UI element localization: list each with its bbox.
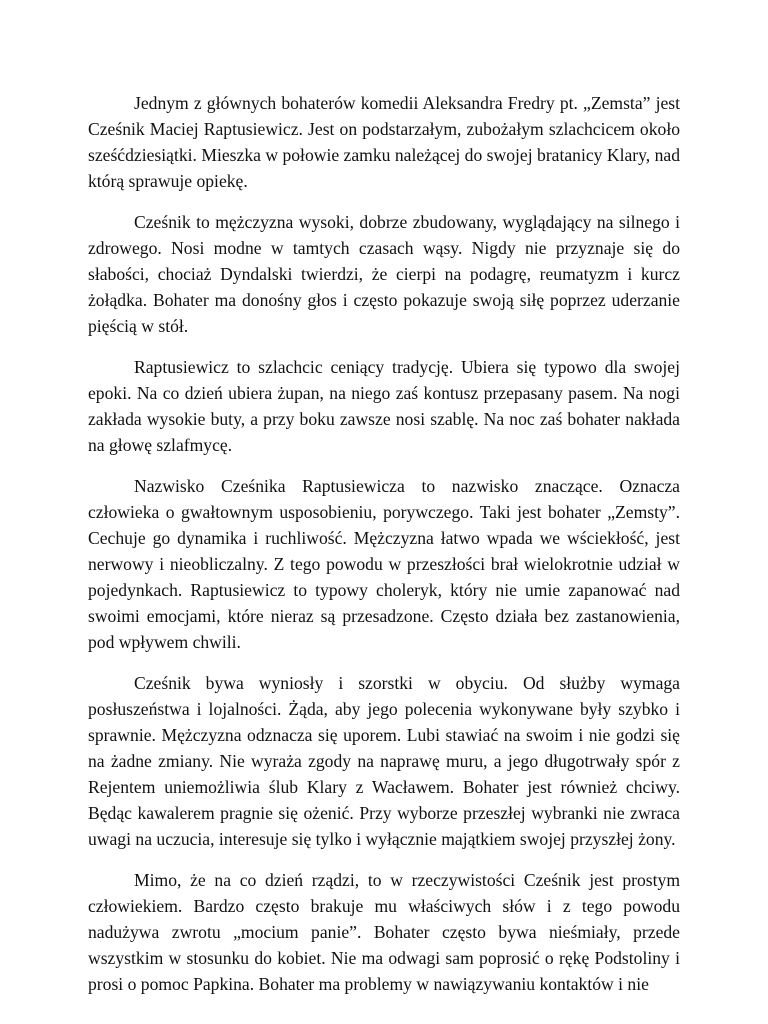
- paragraph-4: Nazwisko Cześnika Raptusiewicza to nazwisko znaczące. Oznacza człowieka o gwałtownym usposobieniu, porywczego. Taki jest bohater „Zemsty”. Cechuje go dynamika i ruchliwość. Mężczyzna łatwo wpada we wściekłość, jest nerwowy i nieobliczalny. Z tego powodu w przeszłości brał wielokrotnie udział w pojedynkach. Raptusiewicz to typowy choleryk, który nie umie zapanować nad swoimi emocjami, które nieraz są przesadzone. Często działa bez zastanowienia, pod wpływem chwili.: [88, 476, 680, 652]
- paragraph-1: Jednym z głównych bohaterów komedii Aleksandra Fredry pt. „Zemsta” jest Cześnik Maciej Raptusiewicz. Jest on podstarzałym, zubożałym szlachcicem około sześćdziesiątki. Mieszka w połowie zamku należącej do swojej bratanicy Klary, nad którą sprawuje opiekę.: [88, 93, 680, 191]
- paragraph-2: Cześnik to mężczyzna wysoki, dobrze zbudowany, wyglądający na silnego i zdrowego. Nosi modne w tamtych czasach wąsy. Nigdy nie przyznaje się do słabości, chociaż Dyndalski twierdzi, że cierpi na podagrę, reumatyzm i kurcz żołądka. Bohater ma donośny głos i często pokazuje swoją siłę poprzez uderzanie pięścią w stół.: [88, 212, 680, 336]
- paragraph-3: Raptusiewicz to szlachcic ceniący tradycję. Ubiera się typowo dla swojej epoki. Na co dzień ubiera żupan, na niego zaś kontusz przepasany pasem. Na nogi zakłada wysokie buty, a przy boku zawsze nosi szablę. Na noc zaś bohater nakłada na głowę szlafmycę.: [88, 357, 680, 455]
- paragraph-5: Cześnik bywa wyniosły i szorstki w obyciu. Od służby wymaga posłuszeństwa i lojalności. Żąda, aby jego polecenia wykonywane były szybko i sprawnie. Mężczyzna odznacza się uporem. Lubi stawiać na swoim i nie godzi się na żadne zmiany. Nie wyraża zgody na naprawę muru, a jego długotrwały spór z Rejentem uniemożliwia ślub Klary z Wacławem. Bohater jest również chciwy. Będąc kawalerem pragnie się ożenić. Przy wyborze przeszłej wybranki nie zwraca uwagi na uczucia, interesuje się tylko i wyłącznie majątkiem swojej przyszłej żony.: [88, 673, 680, 849]
- document-page: [88, 90, 680, 1012]
- paragraph-6: Mimo, że na co dzień rządzi, to w rzeczywistości Cześnik jest prostym człowiekiem. Bardzo często brakuje mu właściwych słów i z tego powodu nadużywa zwrotu „mocium panie”. Bohater często bywa nieśmiały, przede wszystkim w stosunku do kobiet. Nie ma odwagi sam poprosić o rękę Podstoliny i prosi o pomoc Papkina. Bohater ma problemy w nawiązywaniu kontaktów i nie: [88, 870, 680, 994]
